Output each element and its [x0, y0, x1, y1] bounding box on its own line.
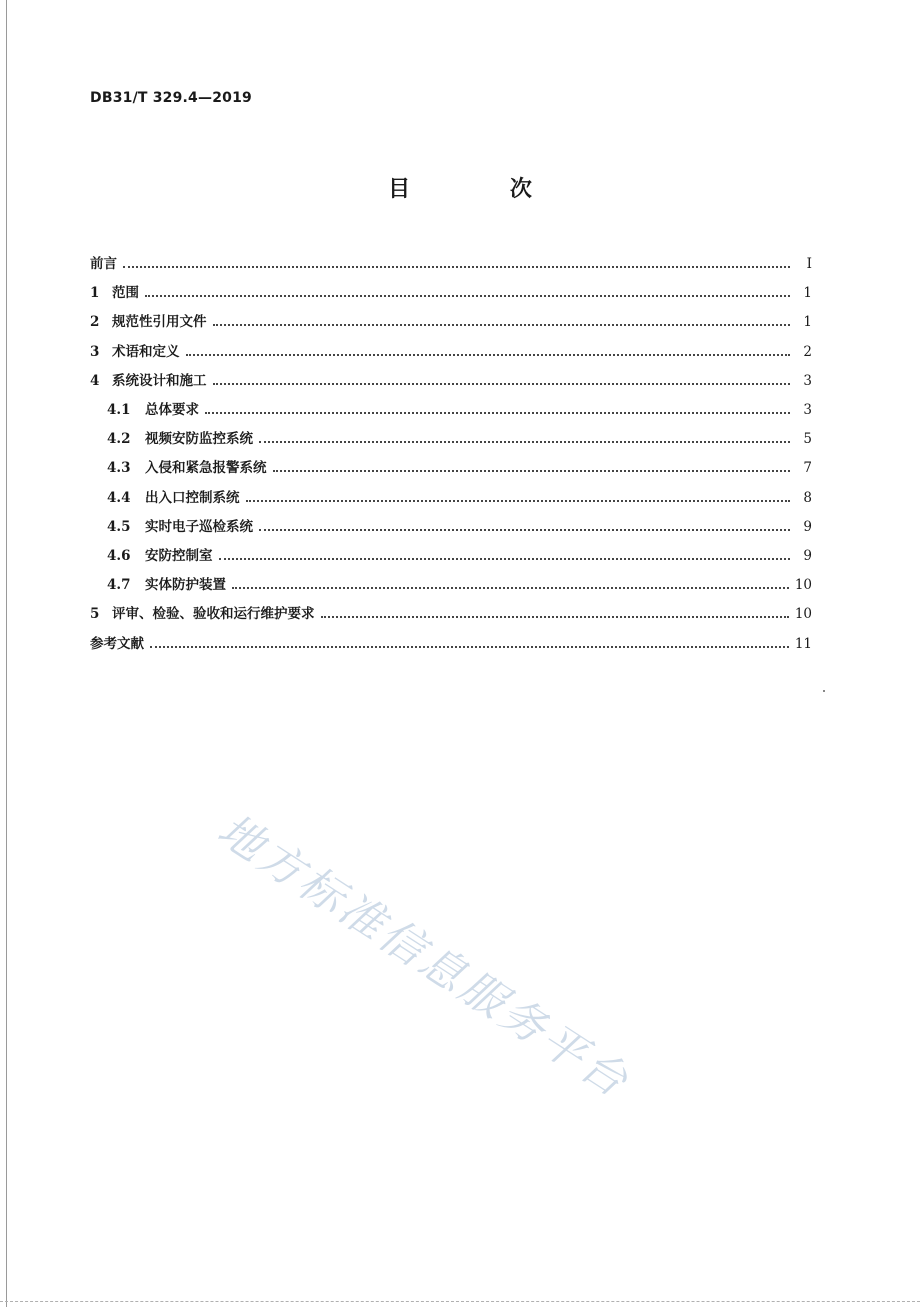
toc-leader-dots [232, 586, 789, 589]
toc-entry-page: 9 [803, 518, 812, 535]
toc-entry-label: 术语和定义 [112, 343, 180, 360]
toc-entry-number: 4.6 [107, 548, 131, 564]
toc-entry-page: 1 [803, 314, 812, 331]
toc-entry[interactable] [90, 336, 812, 360]
toc-entry-page: 5 [803, 431, 812, 448]
toc-entry-label: 规范性引用文件 [112, 314, 207, 331]
toc-entry[interactable] [107, 423, 812, 447]
toc-leader-dots [259, 528, 790, 531]
toc-entry-number: 4.4 [107, 489, 131, 506]
toc-entry-number: 4.5 [107, 518, 131, 535]
toc-entry[interactable] [90, 628, 812, 652]
toc-entry-number: 4.7 [107, 577, 131, 594]
toc-entry-page: 11 [794, 635, 812, 652]
toc-entry-page: 3 [803, 402, 812, 418]
toc-entry[interactable] [90, 248, 812, 272]
toc-leader-dots [246, 499, 791, 502]
toc-entry[interactable] [107, 452, 812, 476]
toc-entry[interactable] [107, 569, 812, 593]
toc-entry-page: Ⅰ [806, 256, 812, 272]
toc-entry-page: 8 [803, 489, 812, 506]
page-bottom-edge [0, 1301, 920, 1303]
toc-entry[interactable] [107, 540, 812, 564]
toc-leader-dots [145, 294, 790, 297]
toc-entry[interactable] [107, 394, 812, 418]
toc-leader-dots [219, 557, 791, 560]
toc-entry-page: 2 [803, 343, 812, 360]
toc-entry-label: 评审、检验、验收和运行维护要求 [112, 606, 315, 623]
toc-entry-label: 系统设计和施工 [112, 372, 207, 389]
toc-entry-label: 参考文献 [90, 635, 144, 652]
toc-entry-label: 范围 [112, 285, 139, 302]
toc-leader-dots [259, 440, 790, 443]
document-code: DB31/T 329.4—2019 [90, 90, 252, 106]
toc-entry-page: 1 [803, 285, 812, 302]
toc-entry-number: 4.2 [107, 431, 131, 448]
toc-entry-page: 3 [803, 372, 812, 389]
toc-leader-dots [273, 469, 791, 472]
toc-entry-number: 3 [90, 343, 100, 360]
toc-entry[interactable] [90, 277, 812, 301]
toc-leader-dots [205, 411, 790, 414]
toc-leader-dots [321, 615, 789, 618]
toc-entry-page: 10 [794, 606, 812, 623]
toc-entry-number: 4 [90, 372, 100, 389]
toc-entry-page: 10 [794, 577, 812, 594]
toc-entry-page: 9 [803, 548, 812, 564]
toc-leader-dots [213, 382, 791, 385]
toc-entry-label: 视频安防监控系统 [145, 431, 253, 448]
toc-entry-number: 2 [90, 314, 100, 331]
toc-leader-dots [213, 323, 791, 326]
scan-speck [823, 690, 825, 692]
toc-entry-number: 1 [90, 285, 100, 302]
toc-entry-label: 前言 [90, 256, 117, 272]
toc-entry-label: 入侵和紧急报警系统 [145, 460, 267, 477]
toc-entry[interactable] [90, 365, 812, 389]
toc-entry-label: 实时电子巡检系统 [145, 518, 253, 535]
toc-leader-dots [150, 645, 789, 648]
toc-entry-number: 4.1 [107, 402, 131, 418]
toc-entry-label: 出入口控制系统 [145, 489, 240, 506]
toc-title: 目 次 [388, 177, 578, 202]
toc-entry-number: 5 [90, 606, 100, 623]
toc-entry[interactable] [107, 482, 812, 506]
toc-entry[interactable] [90, 598, 812, 622]
toc-entry[interactable] [107, 511, 812, 535]
toc-leader-dots [123, 265, 790, 268]
toc-entry[interactable] [90, 306, 812, 330]
toc-leader-dots [186, 353, 791, 356]
toc-entry-label: 总体要求 [145, 402, 199, 418]
toc-entry-number: 4.3 [107, 460, 131, 477]
watermark: 地方标准信息服务平台 [208, 804, 639, 1109]
toc-entry-page: 7 [803, 460, 812, 477]
toc-entry-label: 安防控制室 [145, 548, 213, 564]
toc-entry-label: 实体防护装置 [145, 577, 226, 594]
